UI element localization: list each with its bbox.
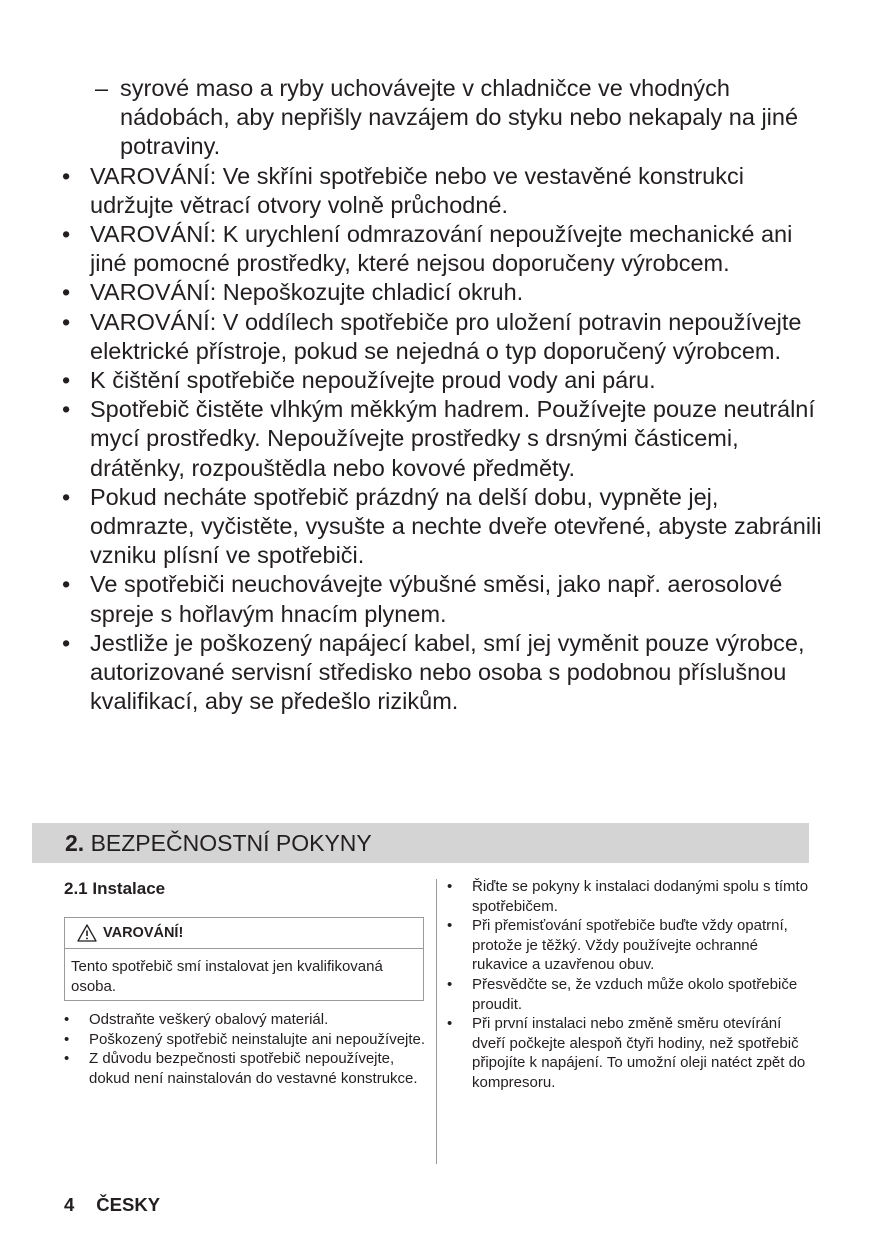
installation-list-right xyxy=(447,877,817,1093)
dash-marker: – xyxy=(95,75,109,101)
bullet-marker: • xyxy=(62,396,71,423)
list-item xyxy=(62,220,822,278)
list-item-text: Z důvodu bezpečnosti spotřebič nepoužívejte, dokud není nainstalován do vestavné konstrukce. xyxy=(89,1050,418,1087)
page-number: 4 xyxy=(64,1194,75,1215)
section-title xyxy=(65,830,372,856)
bullet-marker: • xyxy=(447,878,453,895)
list-item xyxy=(62,162,822,220)
list-item xyxy=(62,395,822,483)
list-item-text: Spotřebič čistěte vlhkým měkkým hadrem. Používejte pouze neutrální mycí prostředky. Nepoužívejte prostředky s drsnými částicemi, drátěnky, rozpouštědla nebo kovové předměty. xyxy=(90,396,815,481)
bullet-marker: • xyxy=(447,1015,453,1033)
bullet-marker: • xyxy=(62,279,71,306)
bullet-marker: • xyxy=(447,975,453,993)
section-number: 2. xyxy=(65,830,85,856)
list-item xyxy=(64,1030,426,1050)
list-item xyxy=(62,570,822,628)
right-column xyxy=(447,877,817,1093)
installation-list-left xyxy=(64,1010,426,1088)
warning-box xyxy=(64,917,424,1001)
list-item-text: Pokud necháte spotřebič prázdný na delší dobu, vypněte jej, odmrazte, vyčistěte, vysušte a nechte dveře otevřené, abyste zabránili vzniku plísní ve spotřebiči. xyxy=(90,483,822,569)
bullet-marker: • xyxy=(64,1050,70,1068)
subsection-title: 2.1 Instalace xyxy=(64,879,166,898)
bullet-marker: • xyxy=(62,367,71,394)
bullet-marker: • xyxy=(62,221,71,248)
list-item-text: VAROVÁNÍ: K urychlení odmrazování nepoužívejte mechanické ani jiné pomocné prostředky, které nejsou doporučeny výrobcem. xyxy=(90,221,793,277)
list-item xyxy=(62,366,822,395)
list-item-text: Poškozený spotřebič neinstalujte ani nepoužívejte. xyxy=(89,1030,426,1048)
list-item-text: Řiďte se pokyny k instalaci dodanými spolu s tímto spotřebičem. xyxy=(472,878,809,915)
list-item xyxy=(447,877,817,916)
list-item-text: Přesvědčte se, že vzduch může okolo spotřebiče proudit. xyxy=(472,975,798,1013)
list-item-text: Jestliže je poškozený napájecí kabel, smí jej vyměnit pouze výrobce, autorizované servisní středisko nebo osoba s podobnou příslušnou kvalifikací, aby se předešlo rizikům. xyxy=(90,629,805,715)
list-item-text: K čištění spotřebiče nepoužívejte proud vody ani páru. xyxy=(90,367,656,394)
list-item-text: VAROVÁNÍ: V oddílech spotřebiče pro uložení potravin nepoužívejte elektrické přístroje, pokud se nejedná o typ doporučený výrobcem. xyxy=(90,308,802,364)
column-divider xyxy=(436,879,437,1164)
bullet-marker: • xyxy=(62,571,71,598)
list-item-text: VAROVÁNÍ: Nepoškozujte chladicí okruh. xyxy=(90,279,524,306)
list-item xyxy=(447,1014,817,1092)
list-item xyxy=(62,629,822,717)
list-item xyxy=(64,1010,426,1030)
list-item xyxy=(64,1049,426,1088)
section-header-bar xyxy=(32,823,809,863)
bullet-marker: • xyxy=(62,629,71,656)
page-footer xyxy=(64,1193,160,1217)
bullet-marker: • xyxy=(64,1030,70,1048)
list-item-text: Při přemisťování spotřebiče buďte vždy opatrní, protože je těžký. Vždy používejte ochranné rukavice a uzavřenou obuv. xyxy=(472,917,788,974)
list-item-text: VAROVÁNÍ: Ve skříni spotřebiče nebo ve vestavěné konstrukci udržujte větrací otvory volně průchodné. xyxy=(90,162,744,218)
list-item-text: syrové maso a ryby uchovávejte v chladničce ve vhodných nádobách, aby nepřišly navzájem do styku nebo nekapaly na jiné potraviny. xyxy=(120,75,799,160)
bullet-marker: • xyxy=(62,308,71,335)
warning-text: Tento spotřebič smí instalovat jen kvalifikovaná osoba. xyxy=(71,958,383,995)
list-item xyxy=(62,308,822,366)
list-item xyxy=(62,278,822,307)
footer-language: ČESKY xyxy=(96,1194,161,1215)
bullet-marker: • xyxy=(447,917,453,935)
bullet-marker: • xyxy=(62,162,71,189)
warning-label: VAROVÁNÍ! xyxy=(103,925,184,941)
bullet-marker: • xyxy=(62,483,71,510)
list-item xyxy=(447,975,817,1014)
list-item-text: Při první instalaci nebo změně směru otevírání dveří počkejte alespoň čtyři hodiny, než spotřebič připojíte k napájení. To umožní oleji natéct zpět do kompresoru. xyxy=(472,1015,806,1091)
list-item xyxy=(447,916,817,975)
list-item xyxy=(62,74,822,162)
warning-header xyxy=(65,918,423,949)
bullet-marker: • xyxy=(64,1011,70,1028)
safety-list xyxy=(62,74,822,716)
list-item xyxy=(62,483,822,571)
warning-triangle-icon xyxy=(77,924,97,942)
section-title-text: BEZPEČNOSTNÍ POKYNY xyxy=(90,830,372,856)
list-item-text: Ve spotřebiči neuchovávejte výbušné směsi, jako např. aerosolové spreje s hořlavým hnacím plynem. xyxy=(90,571,783,627)
left-column xyxy=(64,877,426,1088)
list-item-text: Odstraňte veškerý obalový materiál. xyxy=(89,1011,329,1028)
